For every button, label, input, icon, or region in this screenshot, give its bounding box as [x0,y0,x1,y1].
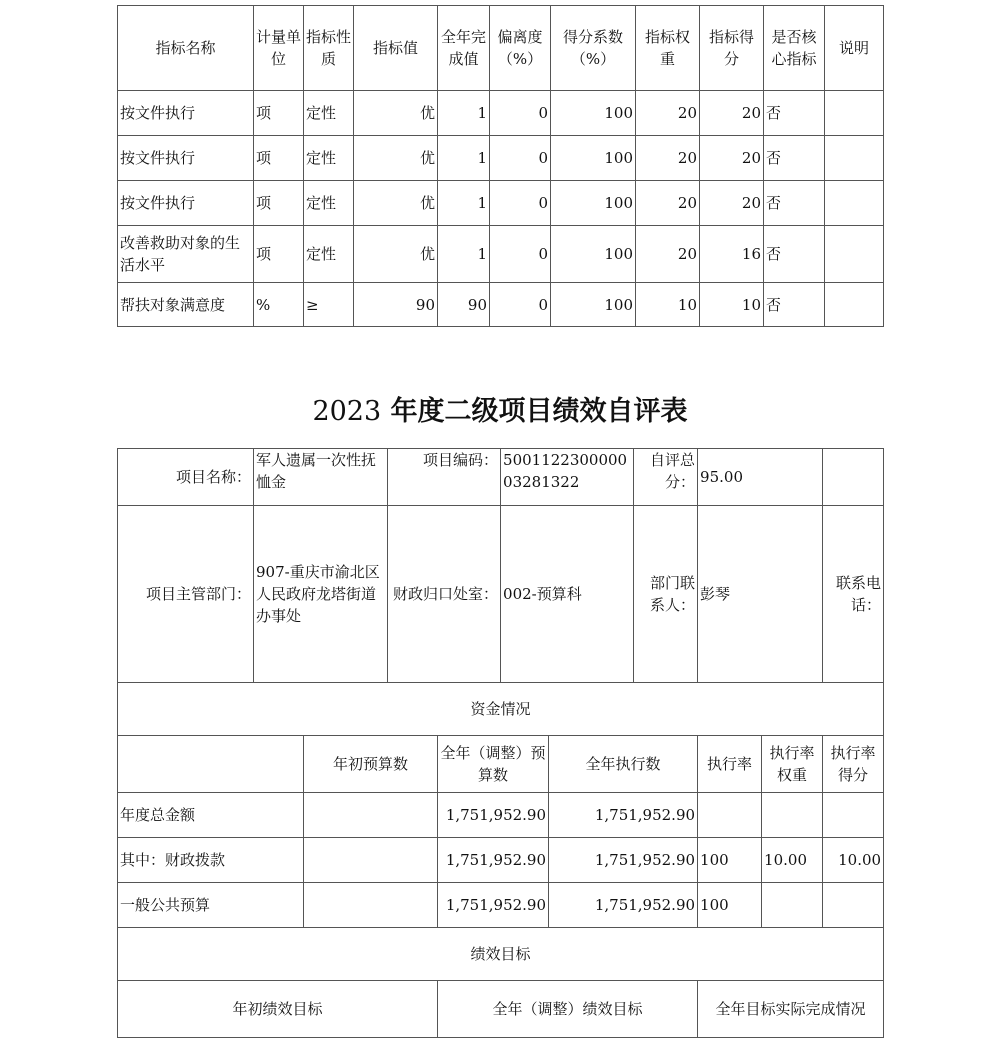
header-cell: 指标权重 [636,6,700,91]
unit-cell: 项 [254,136,304,181]
indicator-name-cell: 按文件执行 [118,91,254,136]
coefficient-cell: 100 [551,226,636,283]
header-cell: 全年（调整）预算数 [438,736,549,793]
page-title [0,392,1000,432]
completed-cell: 1 [438,136,490,181]
rate-cell: 100 [698,838,762,883]
fund-label-cell: 一般公共预算 [118,883,304,928]
indicator-name-cell: 帮扶对象满意度 [118,283,254,327]
coefficient-cell: 100 [551,136,636,181]
table-row [118,793,884,838]
header-cell: 全年完成值 [438,6,490,91]
rate-score-cell [823,793,884,838]
deviation-cell: 0 [490,226,551,283]
completed-cell: 1 [438,91,490,136]
funds-section-title: 资金情况 [118,683,884,736]
title-text: 年度二级项目绩效自评表 [381,396,688,427]
score-cell: 20 [700,91,764,136]
weight-cell: 20 [636,226,700,283]
rate-score-cell [823,883,884,928]
completed-cell: 90 [438,283,490,327]
title-year: 2023 [312,396,382,427]
finance-dept-value: 002-预算科 [501,506,634,683]
header-cell: 指标得分 [700,6,764,91]
weight-cell: 20 [636,181,700,226]
contact-value: 彭琴 [698,506,823,683]
dept-value: 907-重庆市渝北区人民政府龙塔街道办事处 [254,506,388,683]
weight-cell: 10 [636,283,700,327]
score-cell: 16 [700,226,764,283]
unit-cell: 项 [254,226,304,283]
deviation-cell: 0 [490,136,551,181]
rate-weight-cell: 10.00 [762,838,823,883]
goals-title-row [118,928,884,981]
header-cell [118,736,304,793]
executed-cell: 1,751,952.90 [549,793,698,838]
finance-dept-label: 财政归口处室： [388,506,501,683]
adjusted-budget-cell: 1,751,952.90 [438,883,549,928]
actual-completion-header: 全年目标实际完成情况 [698,981,884,1038]
fund-label-cell: 其中：财政拨款 [118,838,304,883]
completed-cell: 1 [438,181,490,226]
dept-label: 项目主管部门： [118,506,254,683]
coefficient-cell: 100 [551,283,636,327]
nature-cell: 定性 [304,91,354,136]
goals-section-title: 绩效目标 [118,928,884,981]
deviation-cell: 0 [490,181,551,226]
rate-cell: 100 [698,883,762,928]
score-cell: 20 [700,136,764,181]
weight-cell: 20 [636,91,700,136]
deviation-cell: 0 [490,283,551,327]
initial-budget-cell [304,793,438,838]
table-row [118,181,884,226]
note-cell [825,283,884,327]
nature-cell: 定性 [304,181,354,226]
empty-cell [823,449,884,506]
initial-budget-cell [304,838,438,883]
rate-weight-cell [762,883,823,928]
adjusted-goal-header: 全年（调整）绩效目标 [438,981,698,1038]
header-cell: 执行率 [698,736,762,793]
header-cell: 指标性质 [304,6,354,91]
core-cell: 否 [764,226,825,283]
adjusted-budget-cell: 1,751,952.90 [438,793,549,838]
score-cell: 10 [700,283,764,327]
rate-cell [698,793,762,838]
header-cell: 得分系数（%） [551,6,636,91]
contact-label: 部门联系人： [634,506,698,683]
project-code-label: 项目编码： [388,449,501,506]
fund-label-cell: 年度总金额 [118,793,304,838]
project-row-1 [118,449,884,506]
coefficient-cell: 100 [551,181,636,226]
evaluation-table [117,448,884,1038]
coefficient-cell: 100 [551,91,636,136]
header-cell: 说明 [825,6,884,91]
indicator-header-row [118,6,884,91]
note-cell [825,136,884,181]
table-row [118,136,884,181]
project-name-value: 军人遗属一次性抚恤金 [254,449,388,506]
header-cell: 偏离度（%） [490,6,551,91]
initial-goal-header: 年初绩效目标 [118,981,438,1038]
core-cell: 否 [764,91,825,136]
weight-cell: 20 [636,136,700,181]
nature-cell: 定性 [304,226,354,283]
completed-cell: 1 [438,226,490,283]
project-code-value: 500112230000003281322 [501,449,634,506]
rate-weight-cell [762,793,823,838]
value-cell: 优 [354,181,438,226]
unit-cell: 项 [254,181,304,226]
header-cell: 执行率权重 [762,736,823,793]
adjusted-budget-cell: 1,751,952.90 [438,838,549,883]
score-cell: 20 [700,181,764,226]
value-cell: 优 [354,226,438,283]
indicator-name-cell: 按文件执行 [118,136,254,181]
project-name-label: 项目名称： [118,449,254,506]
table-row [118,91,884,136]
funds-header-row [118,736,884,793]
header-cell: 全年执行数 [549,736,698,793]
core-cell: 否 [764,136,825,181]
rate-score-cell: 10.00 [823,838,884,883]
initial-budget-cell [304,883,438,928]
project-row-2 [118,506,884,683]
header-cell: 年初预算数 [304,736,438,793]
self-score-label: 自评总分： [634,449,698,506]
table-row [118,883,884,928]
header-cell: 计量单位 [254,6,304,91]
table-row [118,283,884,327]
goals-header-row [118,981,884,1038]
value-cell: 优 [354,91,438,136]
core-cell: 否 [764,283,825,327]
header-cell: 是否核心指标 [764,6,825,91]
note-cell [825,226,884,283]
executed-cell: 1,751,952.90 [549,838,698,883]
header-cell: 指标值 [354,6,438,91]
note-cell [825,91,884,136]
value-cell: 优 [354,136,438,181]
unit-cell: 项 [254,91,304,136]
table-row [118,838,884,883]
funds-title-row [118,683,884,736]
core-cell: 否 [764,181,825,226]
header-cell: 执行率得分 [823,736,884,793]
table-row [118,226,884,283]
deviation-cell: 0 [490,91,551,136]
unit-cell: % [254,283,304,327]
nature-cell: ≥ [304,283,354,327]
nature-cell: 定性 [304,136,354,181]
indicator-table [117,5,884,327]
indicator-name-cell: 改善救助对象的生活水平 [118,226,254,283]
phone-label: 联系电话： [823,506,884,683]
executed-cell: 1,751,952.90 [549,883,698,928]
header-cell: 指标名称 [118,6,254,91]
value-cell: 90 [354,283,438,327]
indicator-name-cell: 按文件执行 [118,181,254,226]
self-score-value: 95.00 [698,449,823,506]
note-cell [825,181,884,226]
